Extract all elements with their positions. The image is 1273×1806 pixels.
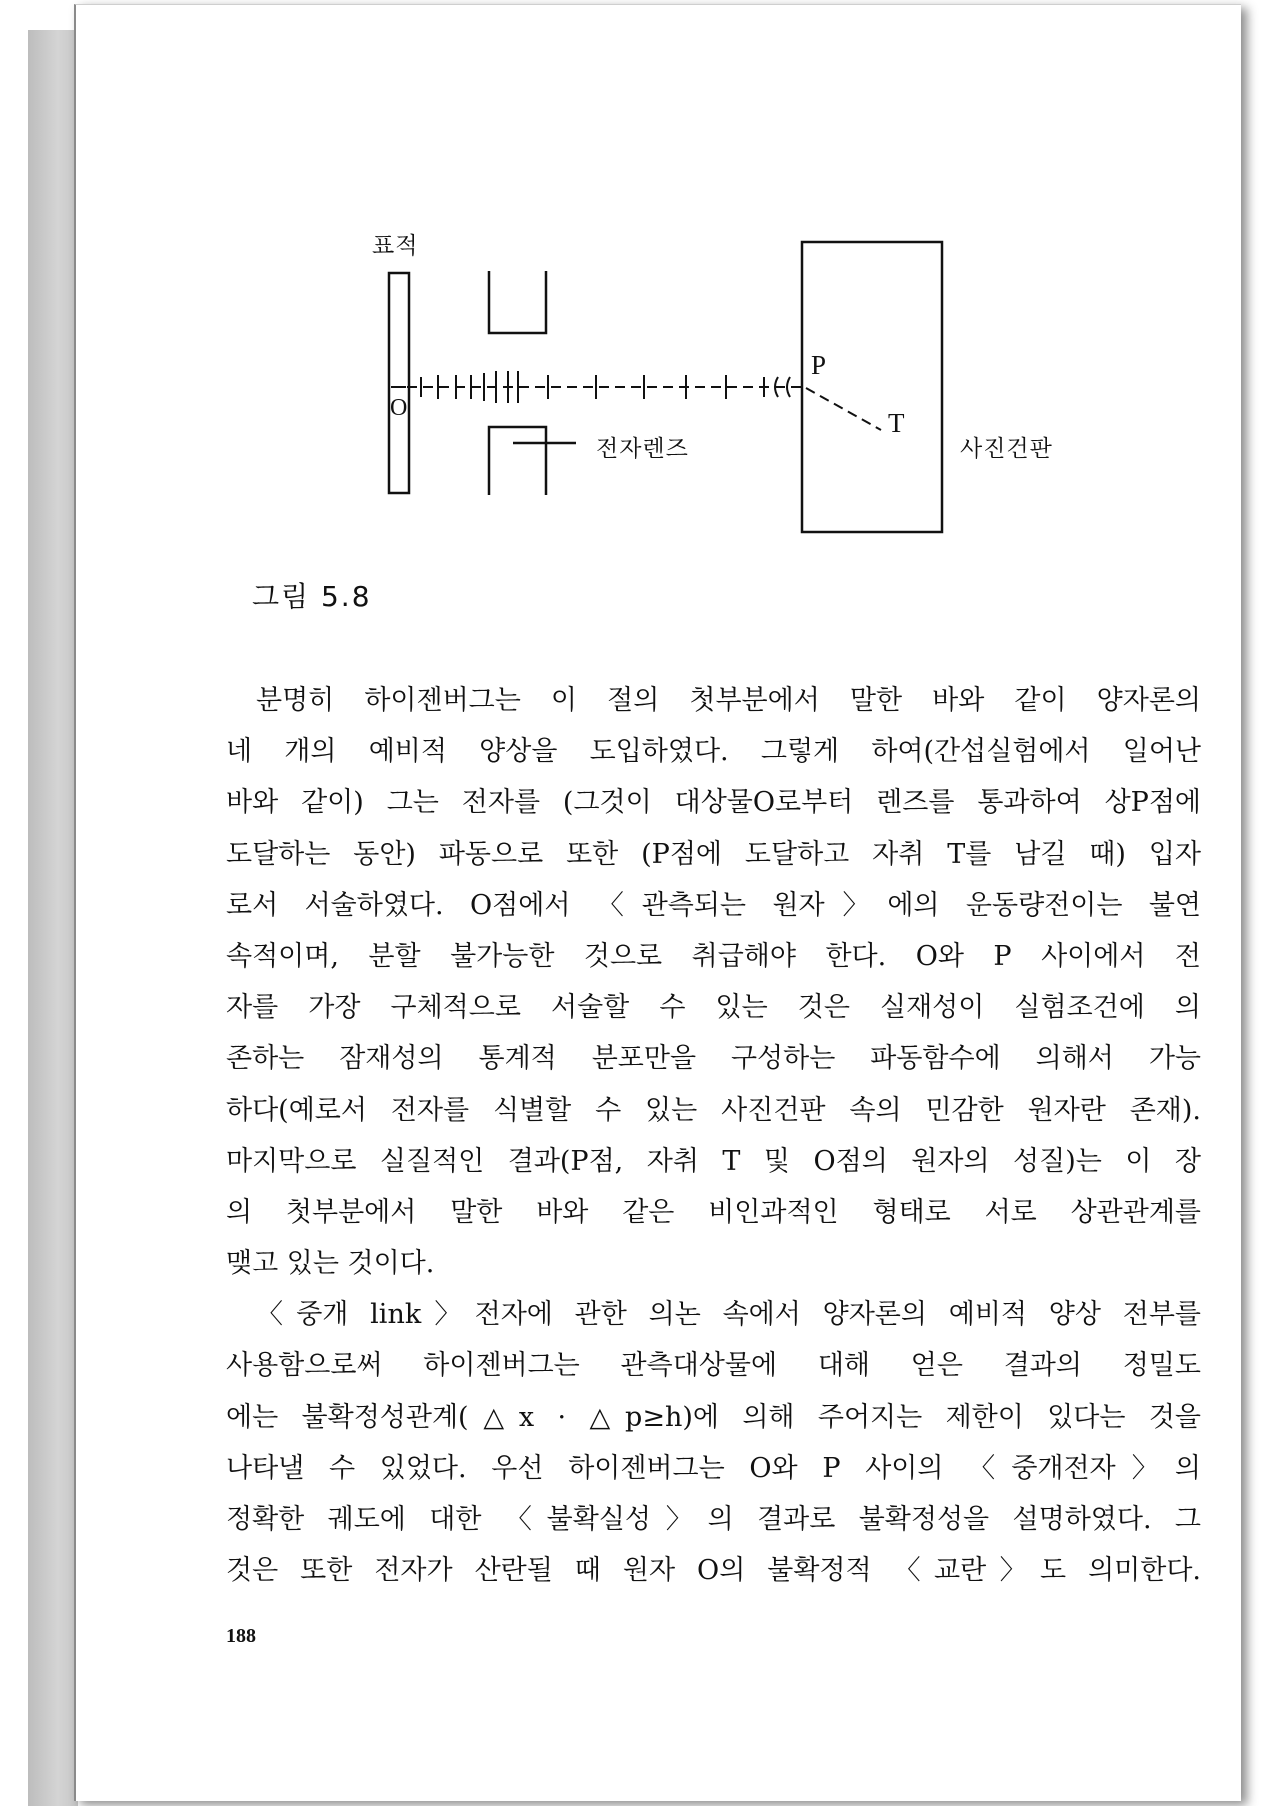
text-line: 에는 불확정성관계(△x · △p≥h)에 의해 주어지는 제한이 있다는 것을 bbox=[226, 1401, 1201, 1433]
text-line: 나타낼 수 있었다. 우선 하이젠버그는 O와 P 사이의 〈중개전자〉의 bbox=[226, 1452, 1201, 1484]
paragraph-1 bbox=[226, 675, 1201, 1289]
label-t: T bbox=[888, 408, 905, 438]
text-line: 자를 가장 구체적으로 서술할 수 있는 것은 실재성이 실험조건에 의 bbox=[226, 992, 1201, 1024]
text-line: 하다(예로서 전자를 식별할 수 있는 사진건판 속의 민감한 원자란 존재). bbox=[226, 1094, 1201, 1126]
text-line: 의 첫부분에서 말한 바와 같은 비인과적인 형태로 서로 상관관계를 bbox=[226, 1196, 1201, 1228]
target-bar bbox=[389, 273, 409, 493]
figure-electron-microscope bbox=[76, 5, 1241, 565]
text-line: 마지막으로 실질적인 결과(P점, 자취 T 및 O점의 원자의 성질)는 이 장 bbox=[226, 1145, 1201, 1177]
text-line: 로서 서술하였다. O점에서 〈관측되는 원자〉에의 운동량전이는 불연 bbox=[226, 889, 1201, 921]
text-line: 것은 또한 전자가 산란될 때 원자 O의 불확정적 〈교란〉도 의미한다. bbox=[226, 1555, 1201, 1587]
label-plate: 사진건판 bbox=[960, 436, 1053, 462]
paragraph-2 bbox=[226, 1289, 1201, 1596]
label-target: 표적 bbox=[372, 233, 419, 259]
book-page bbox=[74, 4, 1241, 1801]
upper-lens bbox=[489, 271, 546, 333]
book-spine-top bbox=[28, 0, 78, 30]
diagram-svg bbox=[76, 5, 1241, 565]
text-line: 도달하는 동안) 파동으로 또한 (P점에 도달하고 자취 T를 남길 때) 입자 bbox=[226, 838, 1201, 870]
photo-plate bbox=[802, 242, 942, 532]
lower-lens bbox=[489, 427, 546, 495]
figure-caption: 그림 5.8 bbox=[252, 580, 372, 613]
text-line: 속적이며, 분할 불가능한 것으로 취급해야 한다. O와 P 사이에서 전 bbox=[226, 940, 1201, 972]
text-line: 존하는 잠재성의 통계적 분포만을 구성하는 파동함수에 의해서 가능 bbox=[226, 1043, 1201, 1075]
text-line: 사용함으로써 하이젠버그는 관측대상물에 대해 얻은 결과의 정밀도 bbox=[226, 1350, 1201, 1382]
text-line: 맺고 있는 것이다. bbox=[226, 1248, 435, 1280]
track-t bbox=[806, 388, 881, 430]
body-text bbox=[226, 675, 1201, 1596]
label-p: P bbox=[811, 350, 827, 380]
text-line: 〈중개 link〉전자에 관한 의논 속에서 양자론의 예비적 양상 전부를 bbox=[256, 1299, 1201, 1331]
text-line: 분명히 하이젠버그는 이 절의 첫부분에서 말한 바와 같이 양자론의 bbox=[256, 685, 1201, 716]
page-number: 188 bbox=[226, 1625, 256, 1647]
text-line: 바와 같이) 그는 전자를 (그것이 대상물O로부터 렌즈를 통과하여 상P점에 bbox=[226, 787, 1201, 819]
book-spine bbox=[28, 0, 78, 1806]
label-o: O bbox=[390, 395, 408, 421]
text-line: 네 개의 예비적 양상을 도입하였다. 그렇게 하여(간섭실험에서 일어난 bbox=[226, 736, 1201, 768]
text-line: 정확한 궤도에 대한 〈불확실성〉의 결과로 불확정성을 설명하였다. 그 bbox=[226, 1504, 1201, 1535]
label-lens: 전자렌즈 bbox=[596, 436, 689, 462]
